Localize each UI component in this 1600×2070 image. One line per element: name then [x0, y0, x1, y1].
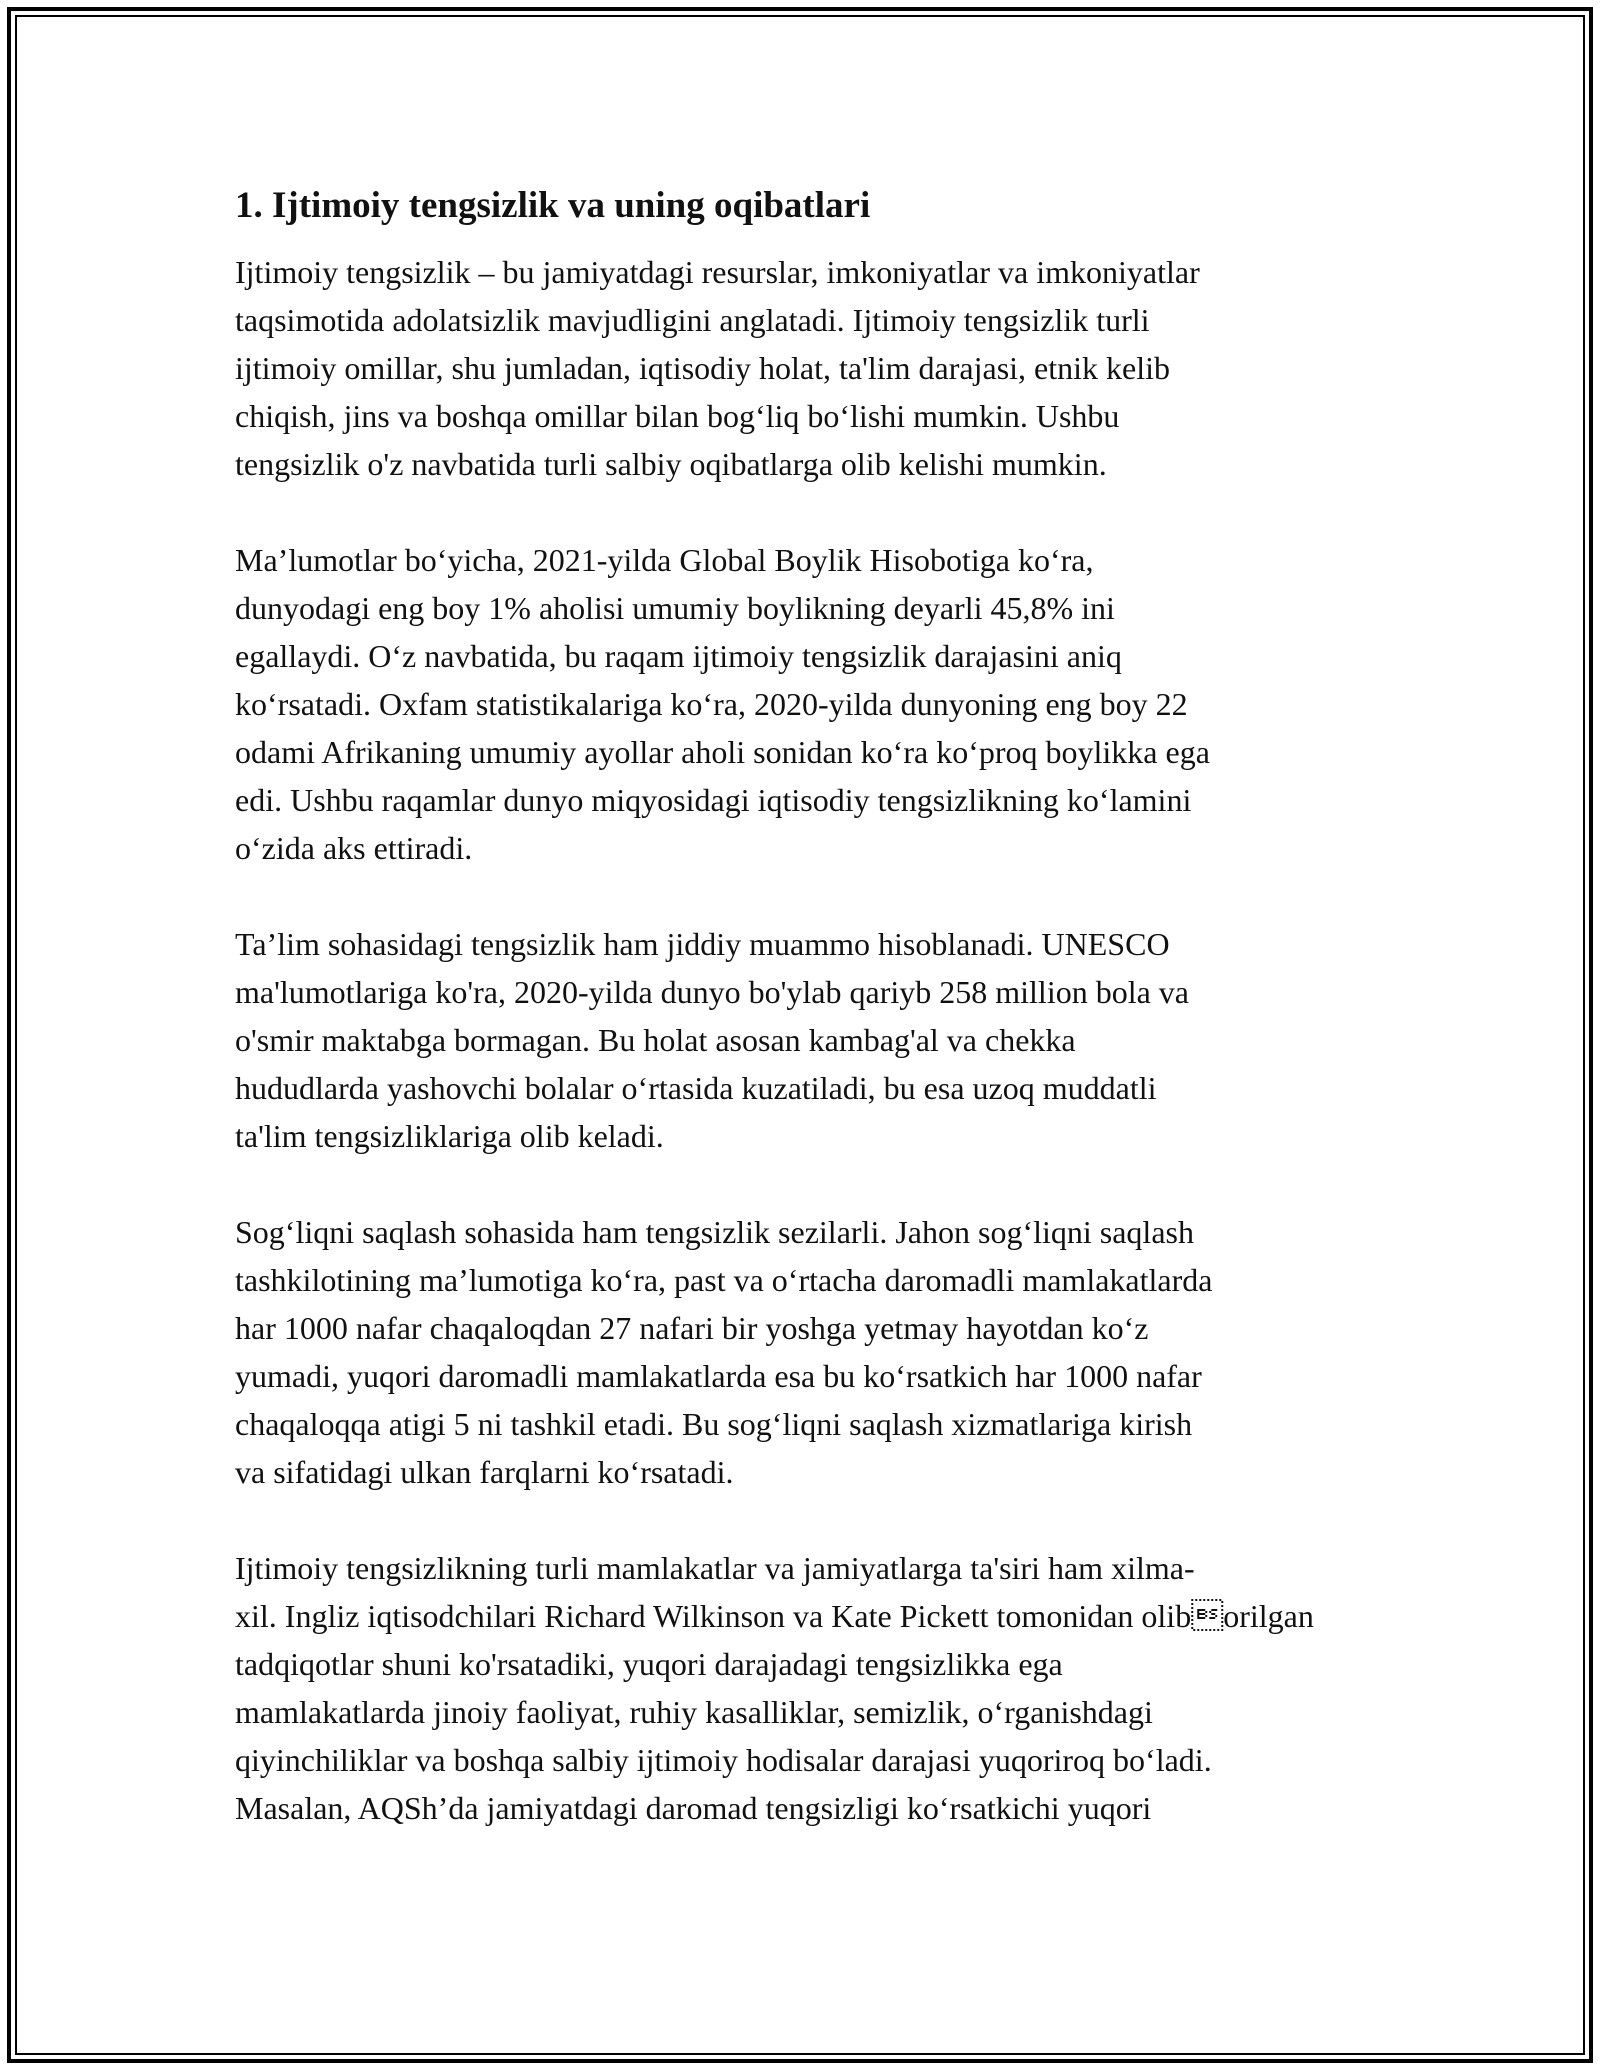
paragraph-social-effects: Ijtimoiy tengsizlikning turli mamlakatlar va jamiyatlarga ta'siri ham xilma- xil. Ingliz iqtisodchilari Richard Wilkinson va Kate Pickett tomonidan oliborilgan tadqiqotlar shuni ko'rsatadiki, yuqori darajadagi tengsizlikka ega mamlakatlarda jinoiy faoliyat, ruhiy kasalliklar, semizlik, o‘rganishdagi qiyinchiliklar va boshqa salbiy ijtimoiy hodisalar darajasi yuqoriroq bo‘ladi. Masalan, AQSh’da jamiyatdagi daromad tengsizligi ko‘rsatkichi yuqori	[235, 1550, 1314, 1826]
paragraph-definition: Ijtimoiy tengsizlik – bu jamiyatdagi resurslar, imkoniyatlar va imkoniyatlar taqsimotida adolatsizlik mavjudligini anglatadi. Ijtimoiy tengsizlik turli ijtimoiy omillar, shu jumladan, iqtisodiy holat, ta'lim darajasi, etnik kelib chiqish, jins va boshqa omillar bilan bog‘liq bo‘lishi mumkin. Ushbu tengsizlik o'z navbatida turli salbiy oqibatlarga olib kelishi mumkin.	[235, 254, 1200, 482]
section-heading: 1. Ijtimoiy tengsizlik va uning oqibatlari	[235, 185, 871, 226]
paragraph-wealth-statistics: Ma’lumotlar bo‘yicha, 2021-yilda Global Boylik Hisobotiga ko‘ra, dunyodagi eng boy 1% aholisi umumiy boylikning deyarli 45,8% ini egallaydi. O‘z navbatida, bu raqam ijtimoiy tengsizlik darajasini aniq ko‘rsatadi. Oxfam statistikalariga ko‘ra, 2020-yilda dunyoning eng boy 22 odami Afrikaning umumiy ayollar aholi sonidan ko‘ra ko‘proq boylikka ega edi. Ushbu raqamlar dunyo miqyosidagi iqtisodiy tengsizlikning ko‘lamini o‘zida aks ettiradi.	[235, 542, 1210, 866]
paragraph-education-inequality: Ta’lim sohasidagi tengsizlik ham jiddiy muammo hisoblanadi. UNESCO ma'lumotlariga ko'ra, 2020-yilda dunyo bo'ylab qariyb 258 million bola va o'smir maktabga bormagan. Bu holat asosan kambag'al va chekka hududlarda yashovchi bolalar o‘rtasida kuzatiladi, bu esa uzoq muddatli ta'lim tengsizliklariga olib keladi.	[235, 926, 1189, 1154]
paragraph-health-inequality: Sog‘liqni saqlash sohasida ham tengsizlik sezilarli. Jahon sog‘liqni saqlash tashkilotining ma’lumotiga ko‘ra, past va o‘rtacha daromadli mamlakatlarda har 1000 nafar chaqaloqdan 27 nafari bir yoshga yetmay hayotdan ko‘z yumadi, yuqori daromadli mamlakatlarda esa bu ko‘rsatkich har 1000 nafar chaqaloqqa atigi 5 ni tashkil etadi. Bu sog‘liqni saqlash xizmatlariga kirish va sifatidagi ulkan farqlarni ko‘rsatadi.	[235, 1214, 1213, 1490]
document-body	[235, 180, 1375, 1880]
